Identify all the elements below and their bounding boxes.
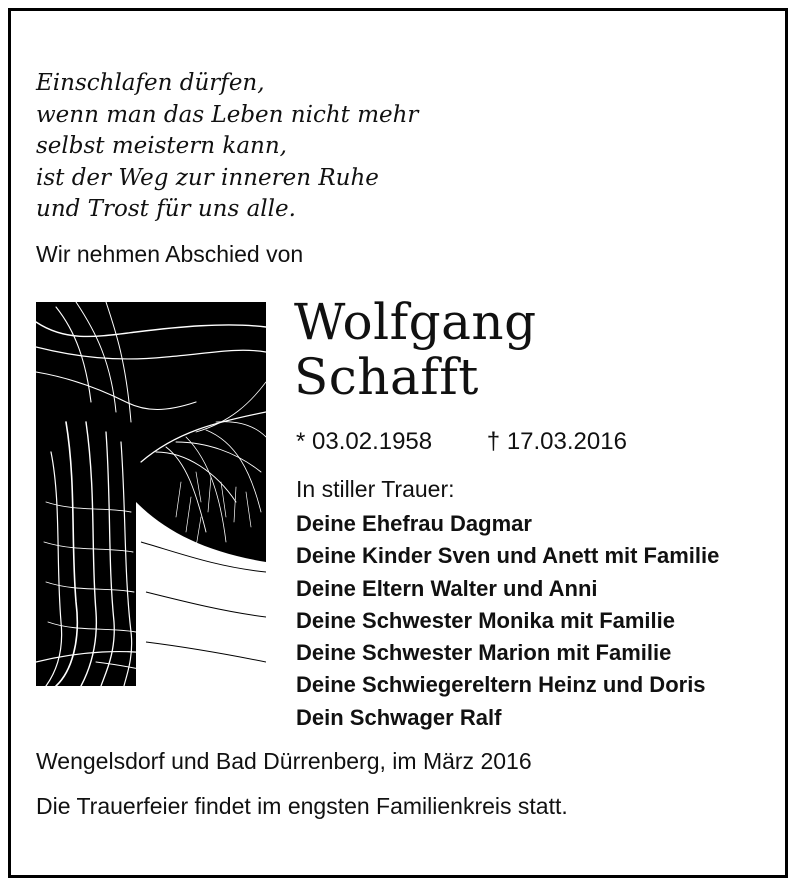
- poem-line: und Trost für uns alle.: [36, 196, 296, 222]
- mourner: Deine Schwester Marion mit Familie: [296, 640, 672, 666]
- mourner: Deine Kinder Sven und Anett mit Familie: [296, 543, 720, 569]
- place-date: Wengelsdorf und Bad Dürrenberg, im März 2016: [36, 748, 532, 774]
- deceased-first-name: Wolfgang: [294, 293, 537, 351]
- mourner: Deine Schwester Monika mit Familie: [296, 607, 676, 633]
- life-dates: [296, 428, 627, 456]
- poem-line: Einschlafen dürfen,: [36, 70, 265, 96]
- poem-line: ist der Weg zur inneren Ruhe: [36, 164, 379, 191]
- poem: [36, 68, 418, 226]
- death-date: † 17.03.2016: [486, 428, 627, 455]
- mourner: Deine Eltern Walter und Anni: [296, 575, 598, 601]
- mourner: Deine Ehefrau Dagmar: [296, 511, 532, 536]
- deceased-name: [294, 295, 537, 405]
- deceased-last-name: Schafft: [294, 348, 479, 406]
- poem-line: wenn man das Leben nicht mehr: [36, 101, 419, 128]
- mourning-label: In stiller Trauer:: [296, 476, 455, 502]
- birth-date: * 03.02.1958: [296, 428, 433, 455]
- ceremony-note: Die Trauerfeier findet im engsten Familienkreis statt.: [36, 793, 568, 819]
- poem-line: selbst meistern kann,: [36, 133, 287, 159]
- mourner: Deine Schwiegereltern Heinz und Doris: [296, 672, 706, 698]
- mourners-list: [296, 508, 719, 734]
- farewell-intro: Wir nehmen Abschied von: [36, 241, 304, 267]
- tree-woodcut-icon: [36, 302, 266, 686]
- mourner: Dein Schwager Ralf: [296, 704, 502, 730]
